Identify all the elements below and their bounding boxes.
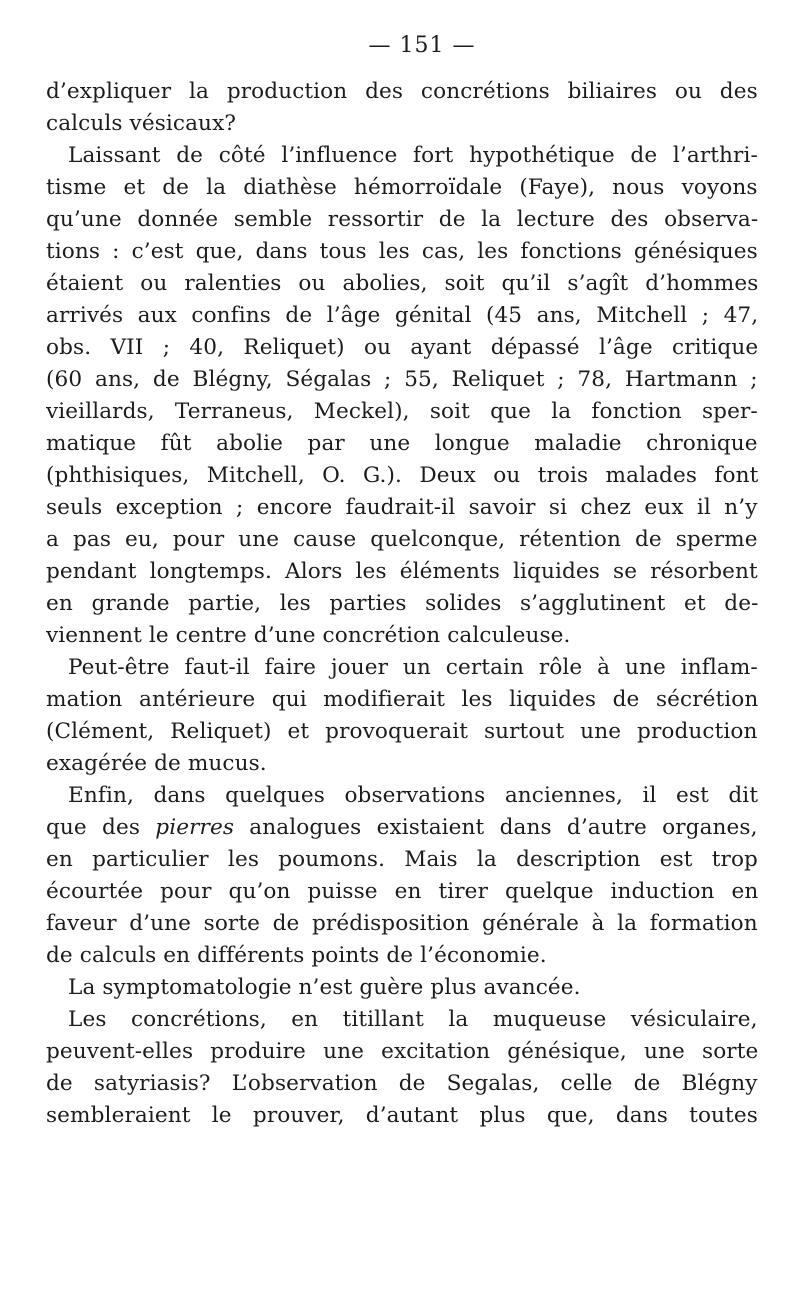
- page-number: — 151 —: [368, 33, 476, 58]
- text-line: étaient ou ralenties ou abolies, soit qu’il s’agît d’hommes: [46, 271, 759, 296]
- text-line: mation antérieure qui modifierait les liquides de sécrétion: [46, 687, 759, 712]
- text-line: Laissant de côté l’influence fort hypothétique de l’arthri-: [68, 143, 758, 168]
- text-line: [46, 812, 758, 844]
- text-line: vieillards, Terraneus, Meckel), soit que la fonction sper-: [46, 399, 758, 424]
- text-line: tisme et de la diathèse hémorroïdale (Faye), nous voyons: [46, 175, 758, 200]
- text-segment: que des: [46, 815, 156, 840]
- text-line: faveur d’une sorte de prédisposition générale à la formation: [46, 911, 758, 936]
- text-line: obs. VII ; 40, Reliquet) ou ayant dépassé l’âge critique: [46, 335, 759, 360]
- text-segment: analogues existaient dans d’autre organes,: [234, 815, 758, 840]
- text-line: Enfin, dans quelques observations anciennes, il est dit: [68, 783, 759, 808]
- text-line: matique fût abolie par une longue maladie chronique: [46, 431, 758, 456]
- text-line: (phthisiques, Mitchell, O. G.). Deux ou trois malades font: [46, 463, 759, 488]
- text-line: seuls exception ; encore faudrait-il savoir si chez eux il n’y: [46, 495, 758, 520]
- text-line: sembleraient le prouver, d’autant plus que, dans toutes: [46, 1103, 758, 1128]
- text-line: arrivés aux confins de l’âge génital (45 ans, Mitchell ; 47,: [46, 303, 759, 328]
- text-line: pendant longtemps. Alors les éléments liquides se résorbent: [46, 559, 758, 584]
- text-line: d’expliquer la production des concrétions biliaires ou des: [46, 79, 758, 104]
- text-line: en particulier les poumons. Mais la description est trop: [46, 847, 758, 872]
- text-line: exagérée de mucus.: [46, 751, 267, 776]
- text-line: tions : c’est que, dans tous les cas, les fonctions génésiques: [46, 239, 758, 264]
- text-line: écourtée pour qu’on puisse en tirer quelque induction en: [46, 879, 759, 904]
- text-line: a pas eu, pour une cause quelconque, rétention de sperme: [46, 527, 758, 552]
- text-line: Peut-être faut-il faire jouer un certain rôle à une inflam-: [68, 655, 758, 680]
- italic-word: pierres: [155, 815, 235, 840]
- text-line: (60 ans, de Blégny, Ségalas ; 55, Reliquet ; 78, Hartmann ;: [46, 367, 758, 392]
- text-line: (Clément, Reliquet) et provoquerait surtout une production: [46, 719, 758, 744]
- text-line: calculs vésicaux?: [46, 111, 237, 136]
- book-page: [46, 26, 758, 1132]
- text-line: La symptomatologie n’est guère plus avancée.: [68, 975, 581, 1000]
- text-line: viennent le centre d’une concrétion calculeuse.: [46, 623, 571, 648]
- text-line: de calculs en différents points de l’économie.: [46, 943, 547, 968]
- text-line: Les concrétions, en titillant la muqueuse vésiculaire,: [68, 1007, 758, 1032]
- text-line: peuvent-elles produire une excitation génésique, une sorte: [46, 1039, 759, 1064]
- body-text: [46, 76, 758, 1132]
- text-line: de satyriasis? L’observation de Segalas, celle de Blégny: [46, 1071, 758, 1096]
- text-line: en grande partie, les parties solides s’agglutinent et de-: [46, 591, 759, 616]
- text-line: qu’une donnée semble ressortir de la lecture des observa-: [46, 207, 759, 232]
